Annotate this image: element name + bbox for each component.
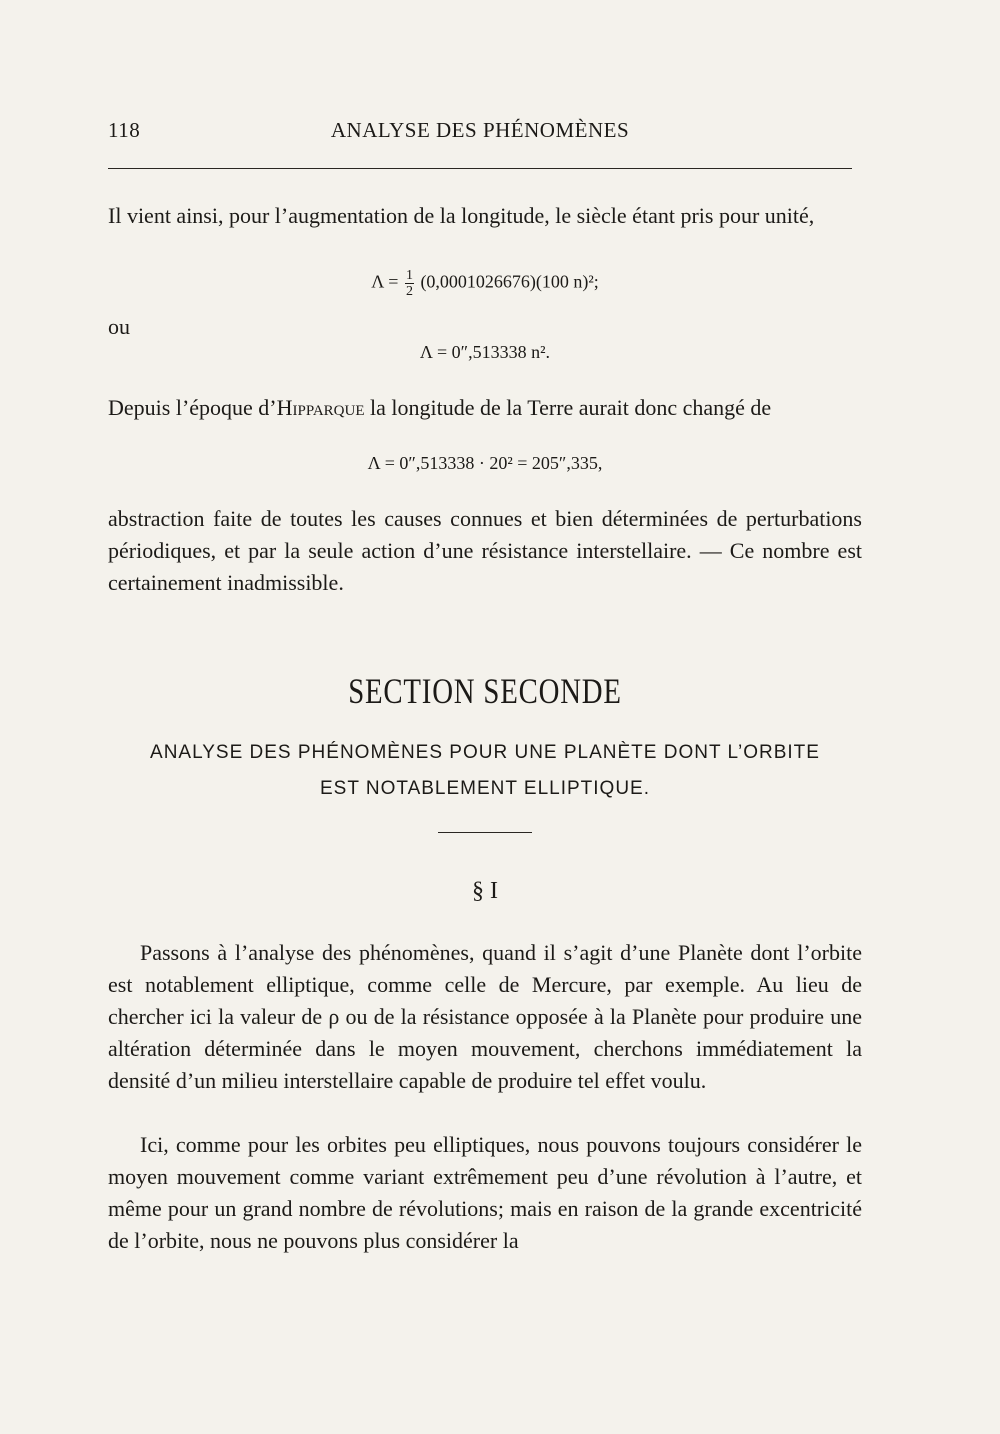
abstraction-paragraph: abstraction faite de toutes les causes connues et bien déterminées de perturbations périodiques, et par la seule action d’une résistance interstellaire. — Ce nombre est certainement inadmissible.: [108, 506, 862, 595]
intro-paragraph: Il vient ainsi, pour l’augmentation de la longitude, le siècle étant pris pour unité,: [108, 203, 815, 228]
fraction: [405, 268, 414, 299]
page-header: [108, 118, 852, 148]
fraction-numerator: 1: [405, 268, 413, 283]
page-number: 118: [108, 118, 141, 142]
formula-2: Λ = 0″,513338 n².: [419, 342, 551, 362]
formula-1-rhs: (0,0001026676)(100 n)²;: [420, 271, 599, 292]
formula-1-lhs: Λ =: [371, 271, 399, 292]
running-head: ANALYSE DES PHÉNOMÈNES: [330, 118, 630, 142]
formula-3: Λ = 0″,513338 · 20² = 205″,335,: [367, 453, 603, 473]
fraction-denominator: 2: [405, 284, 413, 299]
section-subtitle-line-1: ANALYSE DES PHÉNOMÈNES POUR UNE PLANÈTE DONT L’ORBITE: [150, 742, 820, 763]
section-rule: [438, 832, 532, 833]
section-subtitle-line-2: EST NOTABLEMENT ELLIPTIQUE.: [319, 778, 651, 799]
paragraph-mark: § I: [472, 878, 498, 904]
body-paragraph-2: Ici, comme pour les orbites peu elliptiques, nous pouvons toujours considérer le moyen mouvement comme variant extrêmement peu d’une révolution à l’autre, et même pour un grand nombre de révolutions; mais en raison de la grande excentricité de l’orbite, nous ne pouvons plus considérer la: [108, 1132, 862, 1253]
depuis-paragraph: [108, 392, 862, 424]
body-paragraph-1: Passons à l’analyse des phénomènes, quand il s’agit d’une Planète dont l’orbite est notablement elliptique, comme celle de Mercure, par exemple. Au lieu de chercher ici la valeur de ρ ou de la résistance opposée à la Planète pour produire une altération déterminée dans le moyen mouvement, cherchons immédiatement la densité d’un milieu interstellaire capable de produire tel effet voulu.: [108, 940, 862, 1093]
section-title: SECTION SECONDE: [348, 671, 622, 711]
hipparque-name: Hipparque: [276, 395, 365, 420]
ou-word: ou: [108, 314, 130, 339]
formula-1: [108, 268, 862, 299]
depuis-text-before: Depuis l’époque d’: [108, 395, 277, 420]
header-rule: [108, 168, 852, 169]
depuis-text-after: la longitude de la Terre aurait donc changé de: [364, 395, 772, 420]
